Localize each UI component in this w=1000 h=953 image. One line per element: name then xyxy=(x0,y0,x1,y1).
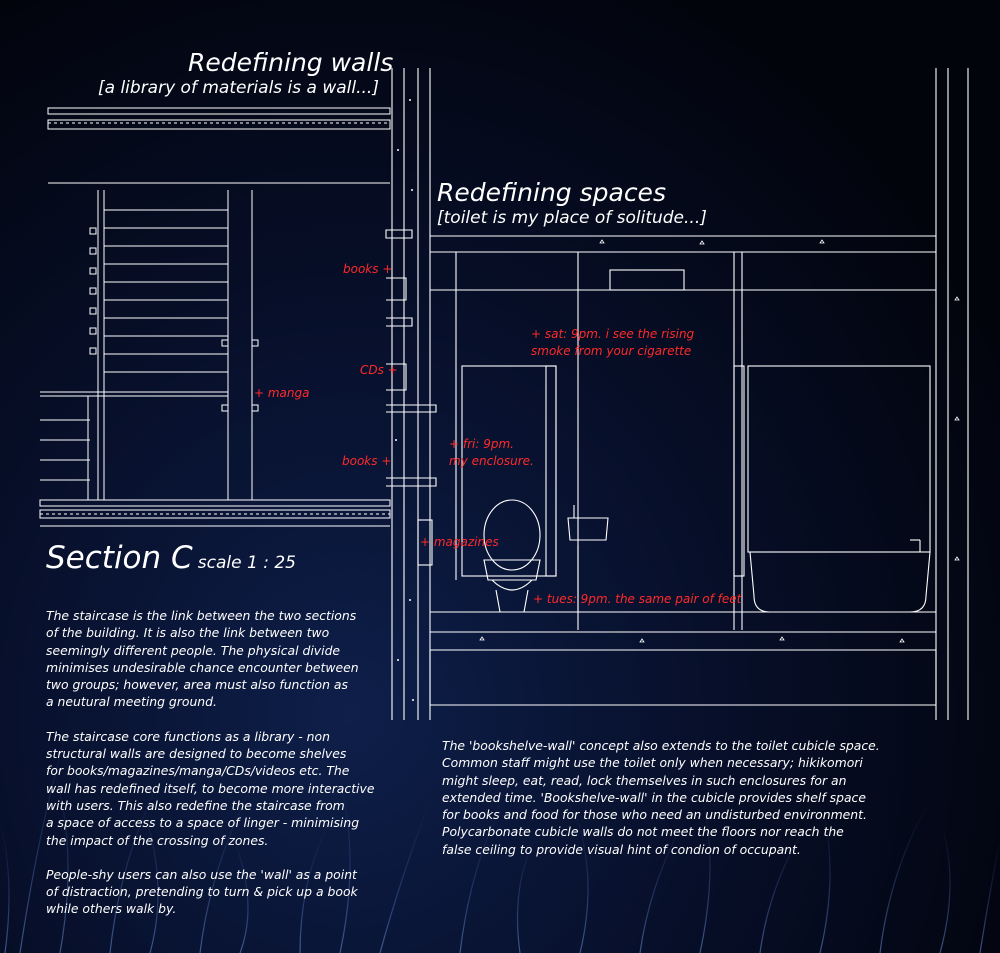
text-line: of the building. It is also the link between two xyxy=(46,625,330,641)
text-line: for books and food for those who need an undisturbed environment. xyxy=(442,807,867,823)
text-line: The staircase is the link between the two sections xyxy=(46,608,357,623)
text-line: might sleep, eat, read, lock themselves in such enclosures for an xyxy=(442,772,847,788)
annotation-friday-line1: + fri: 9pm. xyxy=(449,437,514,451)
text-line: with users. This also redefine the staircase from xyxy=(46,797,345,813)
text-line: The staircase core functions as a library - non xyxy=(46,728,330,744)
paragraph xyxy=(46,728,406,849)
staircase-description xyxy=(46,607,406,918)
paragraph xyxy=(46,866,406,918)
text-line: Common staff might use the toilet only when necessary; hikikomori xyxy=(442,755,863,771)
section-heading xyxy=(46,540,296,576)
annotation-books-bottom: books + xyxy=(342,454,392,468)
text-line: of distraction, pretending to turn & pick up a book xyxy=(46,884,358,900)
text-line: seemingly different people. The physical divide xyxy=(46,642,341,658)
paragraph xyxy=(46,607,406,711)
annotation-saturday-line2: smoke from your cigarette xyxy=(531,344,692,358)
section-scale: scale 1 : 25 xyxy=(197,553,296,573)
text-line: People-shy users can also use the 'wall' as a point xyxy=(46,866,357,882)
text-line: structural walls are designed to become shelves xyxy=(46,746,347,762)
text-line: for books/magazines/manga/CDs/videos etc. The xyxy=(46,763,350,779)
text-line: The 'bookshelve-wall' concept also extends to the toilet cubicle space. xyxy=(442,738,880,753)
text-line: minimises undesirable chance encounter between xyxy=(46,659,359,675)
annotation-friday xyxy=(449,436,534,470)
annotation-books-top: books + xyxy=(343,262,393,276)
annotation-tuesday: + tues: 9pm. the same pair of feet xyxy=(533,592,742,606)
text-line: two groups; however, area must also function as xyxy=(46,677,348,693)
annotation-saturday-line1: + sat: 9pm. i see the rising xyxy=(531,327,695,341)
text-line: false ceiling to provide visual hint of condion of occupant. xyxy=(442,841,801,857)
annotation-friday-line2: my enclosure. xyxy=(449,454,534,468)
text-line: while others walk by. xyxy=(46,901,177,917)
annotation-saturday xyxy=(531,326,694,360)
staircase-section xyxy=(40,108,393,526)
toilet-section xyxy=(430,68,968,720)
annotation-cds: CDs + xyxy=(360,363,398,377)
section-title: Section C xyxy=(46,540,193,576)
stair-treads xyxy=(104,210,228,372)
annotation-magazines: + magazines xyxy=(420,535,499,549)
toilet-cubicle-description xyxy=(442,737,982,858)
text-line: a space of access to a space of linger - minimising xyxy=(46,815,360,831)
text-line: a neutural meeting ground. xyxy=(46,694,217,710)
annotation-manga: + manga xyxy=(254,386,310,400)
spaces-title: Redefining spaces xyxy=(437,178,666,207)
text-line: the impact of the crossing of zones. xyxy=(46,832,269,848)
walls-subtitle: [a library of materials is a wall...] xyxy=(98,78,379,98)
text-line: extended time. 'Bookshelve-wall' in the cubicle provides shelf space xyxy=(442,789,866,805)
walls-title: Redefining walls xyxy=(188,48,394,77)
text-line: Polycarbonate cubicle walls do not meet the floors nor reach the xyxy=(442,824,844,840)
spaces-subtitle: [toilet is my place of solitude...] xyxy=(437,208,707,228)
text-line: wall has redefined itself, to become more interactive xyxy=(46,780,375,796)
